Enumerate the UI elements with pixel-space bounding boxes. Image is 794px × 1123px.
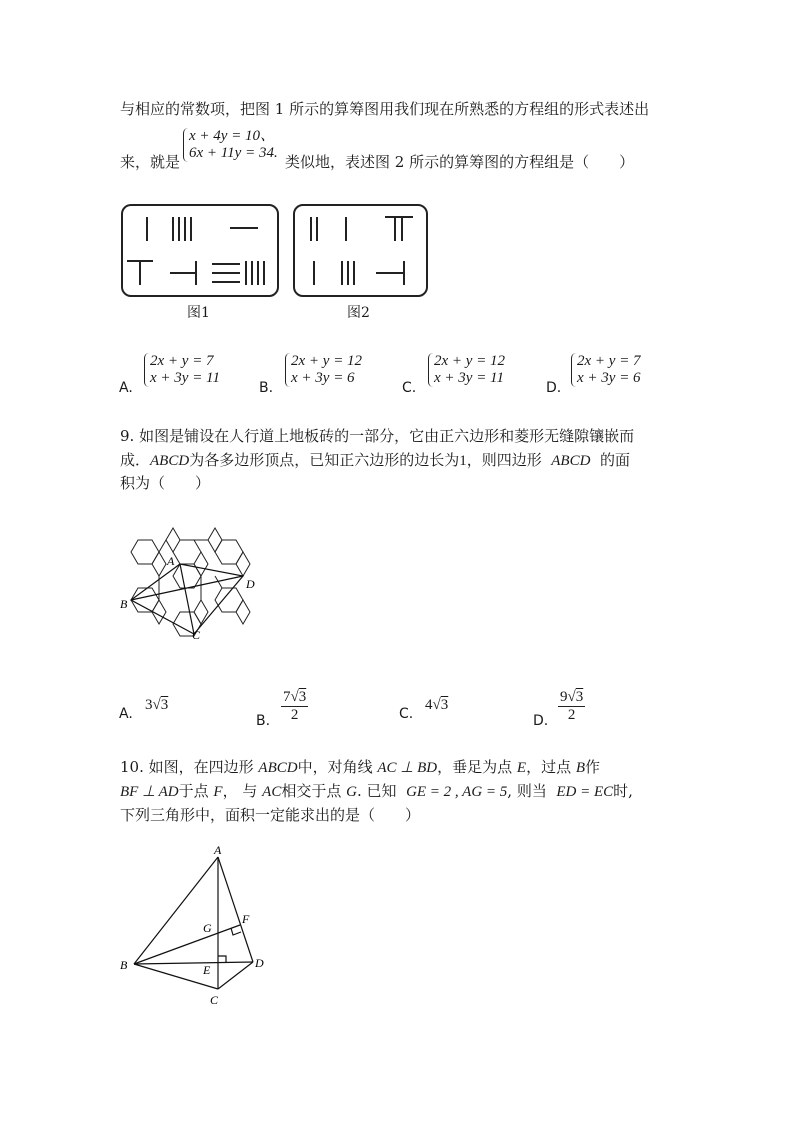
q9-option-d-coef: 9	[560, 689, 568, 705]
q9-option-b[interactable]: $\frac{7√3}{2}$	[283, 689, 307, 723]
q10-cond-ac-perp-bd: AC ⊥ BD	[377, 760, 438, 776]
fig2-caption: 图2	[347, 305, 370, 321]
q9-option-a[interactable]: 3√3	[145, 697, 169, 713]
q9-line3: 积为（ ）	[120, 474, 211, 492]
q10-line1-b: 中，对角线	[297, 758, 373, 776]
counting-rod-figures	[118, 202, 438, 302]
q8-option-d-eq1: 2x + y = 7	[577, 353, 641, 369]
q9-line2-a: 成．	[120, 451, 151, 469]
q10-var-ac: AC	[262, 784, 282, 800]
q10-point-c: C	[210, 993, 219, 1007]
q10-point-a: A	[214, 843, 222, 857]
q10-line2	[120, 782, 633, 801]
q9-side-length: 1	[459, 453, 467, 469]
q10-var-b: B	[575, 760, 586, 776]
q8-option-c-label: C.	[402, 380, 417, 396]
q8-option-a-eq1: 2x + y = 7	[150, 353, 214, 369]
segment-cd	[218, 962, 253, 989]
q8-option-d[interactable]	[571, 353, 641, 387]
q10-line1-d: ，过点	[526, 758, 572, 776]
q10-line1	[120, 758, 600, 777]
q10-line2-c: 相交于点	[281, 782, 342, 800]
q8-option-b[interactable]	[285, 353, 362, 387]
q9-option-a-rad: 3	[160, 697, 169, 713]
q8-line2-suffix: 类似地，表述图 2 所示的算筹图的方程组是（ ）	[285, 153, 635, 171]
segment-ad	[218, 857, 253, 962]
q8-given-system	[183, 128, 278, 162]
fig1-caption: 图1	[187, 305, 210, 321]
q9-option-b-den: 2	[290, 707, 299, 723]
q9-option-c-label: C.	[399, 706, 414, 722]
q9-line2-b: 为各多边形顶点，已知正六边形的边长为	[189, 451, 460, 469]
hexagon-tiling-figure	[118, 518, 268, 653]
q8-option-b-eq2: x + 3y = 6	[291, 370, 355, 386]
q8-option-d-label: D.	[546, 380, 562, 396]
right-angle-f	[231, 928, 241, 935]
q10-line3: 下列三角形中，面积一定能求出的是（ ）	[120, 806, 421, 824]
q10-var-f: F	[213, 784, 223, 800]
q8-option-a-label: A.	[119, 380, 133, 396]
q10-point-b: B	[120, 958, 128, 972]
q8-option-a-eq2: x + 3y = 11	[150, 370, 220, 386]
q9-point-d: D	[246, 577, 255, 591]
q9-option-d-label: D.	[533, 713, 549, 729]
q9-var-abcd: ABCD	[150, 453, 190, 469]
q10-point-g: G	[203, 921, 212, 935]
q9-option-b-label: B.	[256, 713, 271, 729]
q9-line2-c: ，则四边形	[466, 451, 542, 469]
q9-point-a: A	[167, 554, 175, 568]
q9-option-c[interactable]: 4√3	[425, 697, 449, 713]
q10-point-e: E	[203, 963, 211, 977]
q10-line2-f: 时,	[613, 782, 633, 800]
q9-option-a-coef: 3	[145, 697, 153, 713]
q10-var-abcd: ABCD	[258, 760, 298, 776]
q10-cond-bf-perp-ad: BF ⊥ AD	[120, 784, 179, 800]
q8-option-b-label: B.	[259, 380, 274, 396]
q10-point-f: F	[242, 912, 250, 926]
q9-option-d-den: 2	[567, 707, 576, 723]
q9-point-c: C	[192, 628, 201, 642]
q9-line2	[120, 451, 630, 470]
q10-line1-c: ，垂足为点	[437, 758, 513, 776]
q8-option-c-eq1: 2x + y = 12	[434, 353, 506, 369]
q9-option-a-label: A.	[119, 706, 133, 722]
q10-cond-ge-ag: GE = 2 , AG = 5	[406, 784, 508, 800]
q10-line2-a: 于点	[178, 782, 209, 800]
q9-option-d[interactable]: $\frac{9√3}{2}$	[560, 689, 584, 723]
q9-option-b-rad: 3	[298, 689, 307, 705]
q8-option-d-eq2: x + 3y = 6	[577, 370, 641, 386]
q9-var-abcd-2: ABCD	[551, 453, 591, 469]
q10-var-g: G	[346, 784, 357, 800]
q9-option-d-rad: 3	[575, 689, 584, 705]
q10-cond-ed-ec: ED = EC	[556, 784, 614, 800]
q8-given-eq-bottom: 6x + 11y = 34.	[189, 145, 278, 161]
quadrilateral-figure	[116, 843, 286, 1013]
q10-point-d: D	[255, 956, 264, 970]
q8-line1: 与相应的常数项，把图 1 所示的算筹图用我们现在所熟悉的方程组的形式表述出	[120, 100, 650, 118]
q10-var-e: E	[516, 760, 527, 776]
q10-line1-a: 10. 如图，在四边形	[120, 758, 254, 776]
q10-line2-b: ， 与	[222, 782, 258, 800]
diagonal-ac	[180, 564, 194, 634]
q8-option-c[interactable]	[428, 353, 505, 387]
q9-point-b: B	[120, 597, 128, 611]
q8-given-eq-top: x + 4y = 10、	[189, 128, 276, 144]
rod-figure-1-frame	[122, 205, 278, 296]
q9-option-c-rad: 3	[440, 697, 449, 713]
q10-line1-e: 作	[585, 758, 601, 776]
diagonal-bd	[134, 962, 253, 964]
q10-line2-e: , 则当	[507, 782, 547, 800]
q8-option-b-eq1: 2x + y = 12	[291, 353, 363, 369]
q9-line1: 9. 如图是铺设在人行道上地板砖的一部分，它由正六边形和菱形无缝隙镶嵌而	[120, 427, 635, 445]
q8-line2-prefix: 来，就是	[120, 153, 181, 171]
q8-option-a[interactable]	[144, 353, 220, 387]
q8-option-c-eq2: x + 3y = 11	[434, 370, 504, 386]
q10-line2-d: . 已知	[356, 782, 397, 800]
q9-line2-d: 的面	[599, 451, 630, 469]
q9-option-c-coef: 4	[425, 697, 433, 713]
q9-option-b-coef: 7	[283, 689, 291, 705]
